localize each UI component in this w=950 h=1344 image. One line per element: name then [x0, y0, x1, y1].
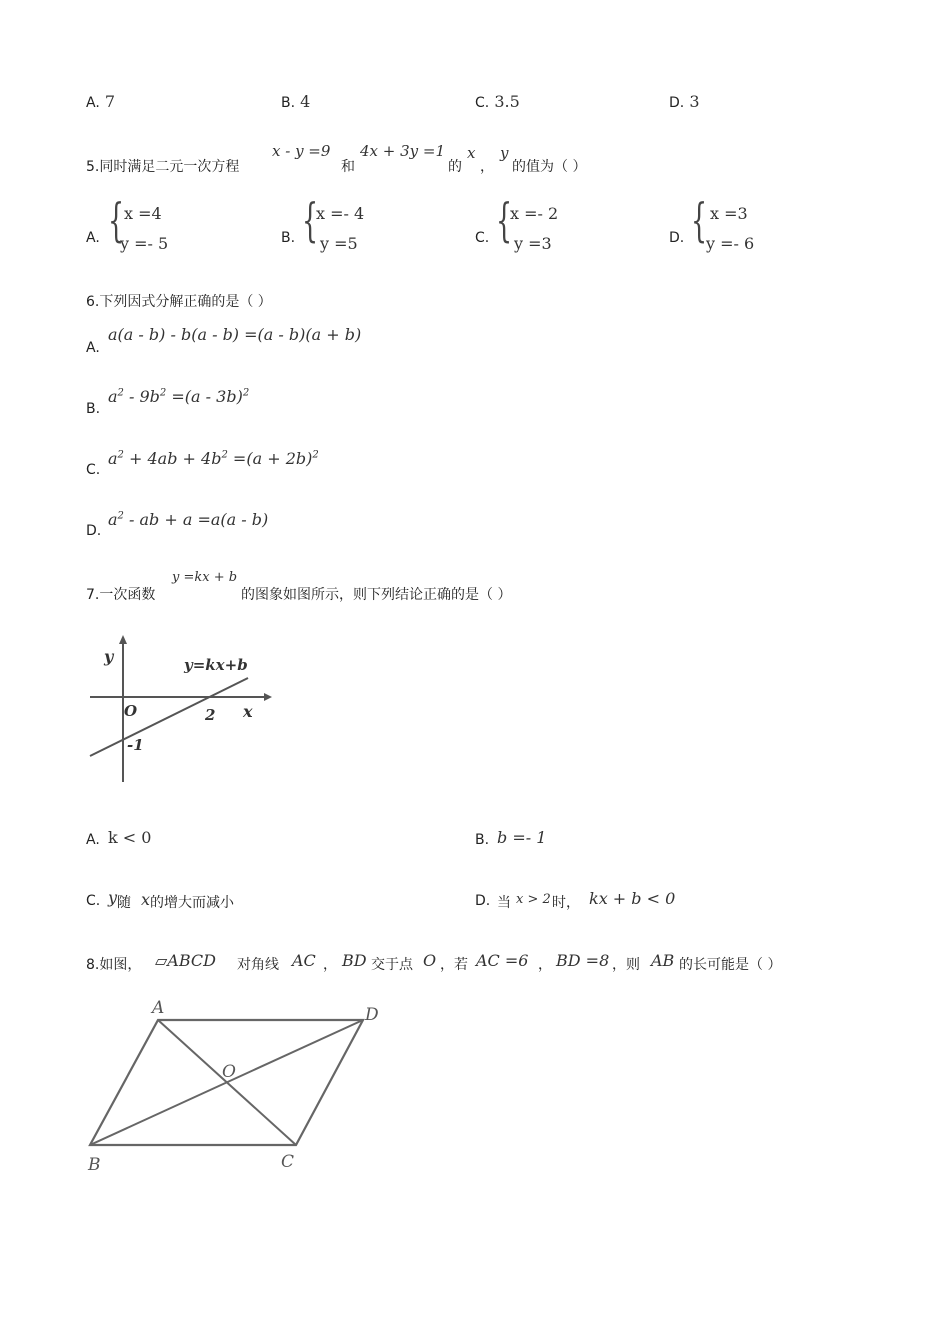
q4-option-b — [281, 92, 310, 111]
line-label: y=kx+b — [184, 656, 248, 674]
option-expr — [108, 387, 249, 406]
expr-part: a — [108, 510, 118, 529]
expr-part: a — [108, 387, 118, 406]
q8-ac-eq: AC =6 — [476, 951, 529, 970]
q5-eq2: 4x + 3y =1 — [360, 142, 446, 160]
q4-option-c — [475, 92, 520, 111]
option-label: A. — [86, 95, 100, 111]
option-label: C. — [86, 462, 101, 478]
option-label: C. — [475, 230, 490, 246]
q8-text: 的长可能是（ ） — [679, 957, 782, 973]
center-label: O — [222, 1062, 236, 1082]
q5-and: 和 — [341, 159, 355, 175]
option-value: 4 — [300, 92, 311, 111]
system-line-2: y =5 — [320, 234, 358, 253]
expr-part: - 9b — [123, 387, 160, 406]
option-label: B. — [475, 832, 490, 848]
exponent: 2 — [242, 387, 250, 399]
q5-de: 的 — [448, 159, 462, 175]
q7-graph — [80, 630, 280, 790]
exponent: 2 — [159, 387, 167, 399]
option-label: A. — [86, 832, 100, 848]
expr-part: =(a + 2b) — [227, 449, 313, 468]
y-axis-arrow-icon — [119, 635, 127, 644]
exponent: 2 — [117, 449, 124, 461]
q8-bd: BD — [342, 951, 367, 970]
brace-icon: { — [108, 193, 125, 247]
x-axis-label: x — [243, 702, 253, 721]
q8-text: ，则 — [612, 957, 640, 973]
option-label: D. — [669, 230, 685, 246]
q8-bd-eq: BD =8 — [556, 951, 610, 970]
option-label: C. — [86, 893, 101, 909]
brace-icon: { — [496, 193, 513, 247]
option-label: B. — [281, 95, 296, 111]
option-expr — [108, 510, 268, 529]
expr-part: - ab + a =a(a - b) — [123, 510, 269, 529]
q4-option-d — [669, 92, 700, 111]
q8-text: ，若 — [440, 957, 468, 973]
q5-stem-prefix: 5.同时满足二元一次方程 — [86, 159, 240, 175]
vertex-c-label: C — [281, 1152, 295, 1172]
option-label: A. — [86, 230, 100, 246]
diagonal-bd — [90, 1020, 363, 1145]
q8-figure — [80, 995, 400, 1180]
q7-func: y =kx + b — [172, 570, 238, 585]
q7-stem-prefix: 7.一次函数 — [86, 587, 156, 603]
function-line — [90, 678, 248, 756]
q5-comma: ， — [480, 159, 494, 175]
option-expr — [108, 449, 319, 468]
vertex-a-label: A — [152, 998, 165, 1018]
system-line-1: x =- 2 — [510, 204, 559, 223]
option-label: C. — [475, 95, 490, 111]
q8-num: 8.如图， — [86, 957, 142, 973]
system-line-1: x =3 — [710, 204, 748, 223]
exponent: 2 — [221, 449, 228, 461]
option-label: D. — [475, 893, 491, 909]
brace-icon: { — [691, 193, 708, 247]
exponent: 2 — [117, 387, 124, 399]
expr-part: + 4ab + 4b — [123, 449, 222, 468]
option-label: B. — [281, 230, 296, 246]
option-value: 7 — [104, 92, 116, 111]
q8-text: 对角线 — [237, 957, 279, 973]
y-axis-label: y — [104, 647, 114, 666]
system-line-2: y =- 5 — [120, 234, 169, 253]
option-expr: a(a - b) - b(a - b) =(a - b)(a + b) — [108, 325, 362, 344]
expr-part: a — [108, 449, 118, 468]
vertex-d-label: D — [365, 1005, 379, 1025]
vertex-b-label: B — [88, 1155, 101, 1175]
y-intercept-label: -1 — [127, 736, 144, 754]
option-cond: x > 2 — [516, 892, 551, 907]
system-line-2: y =- 6 — [706, 234, 755, 253]
option-label: D. — [669, 95, 685, 111]
q5-stem-suffix: 的值为（ ） — [512, 159, 587, 175]
system-line-2: y =3 — [514, 234, 552, 253]
q7-stem-suffix: 的图象如图所示，则下列结论正确的是（ ） — [241, 587, 512, 603]
option-text: 当 — [497, 895, 511, 911]
option-var: y — [108, 888, 118, 907]
q8-ab: AB — [651, 951, 675, 970]
q5-var-x: x — [467, 144, 476, 162]
q8-text: ， — [538, 957, 552, 973]
option-value: 3.5 — [494, 92, 520, 111]
q8-o: O — [423, 951, 437, 970]
system-line-1: x =- 4 — [316, 204, 365, 223]
q8-ac: AC — [292, 951, 316, 970]
q8-shape: ▱ABCD — [155, 951, 216, 970]
q5-eq1: x - y =9 — [272, 142, 331, 160]
option-label: D. — [86, 523, 102, 539]
brace-icon: { — [302, 193, 319, 247]
option-label: A. — [86, 340, 100, 356]
system-line-1: x =4 — [124, 204, 162, 223]
option-text: 时， — [552, 895, 580, 911]
option-label: B. — [86, 401, 101, 417]
q8-text: 交于点 — [371, 957, 413, 973]
option-text: 随 — [117, 895, 131, 911]
q4-option-a — [86, 92, 115, 111]
x-intercept-label: 2 — [205, 706, 216, 724]
option-text: 的增大而减小 — [150, 895, 234, 911]
exponent: 2 — [312, 449, 319, 461]
option-var: x — [141, 890, 151, 909]
option-value: 3 — [689, 92, 700, 111]
exponent: 2 — [117, 510, 124, 522]
option-text: k < 0 — [108, 828, 152, 847]
origin-label: O — [124, 702, 138, 720]
option-expr: kx + b < 0 — [589, 889, 676, 908]
q6-stem: 6.下列因式分解正确的是（ ） — [86, 294, 272, 310]
expr-part: =(a - 3b) — [166, 387, 243, 406]
x-axis-arrow-icon — [264, 693, 272, 701]
q5-var-y: y — [500, 144, 509, 162]
option-text: b =- 1 — [497, 828, 547, 847]
q8-text: ， — [323, 957, 337, 973]
